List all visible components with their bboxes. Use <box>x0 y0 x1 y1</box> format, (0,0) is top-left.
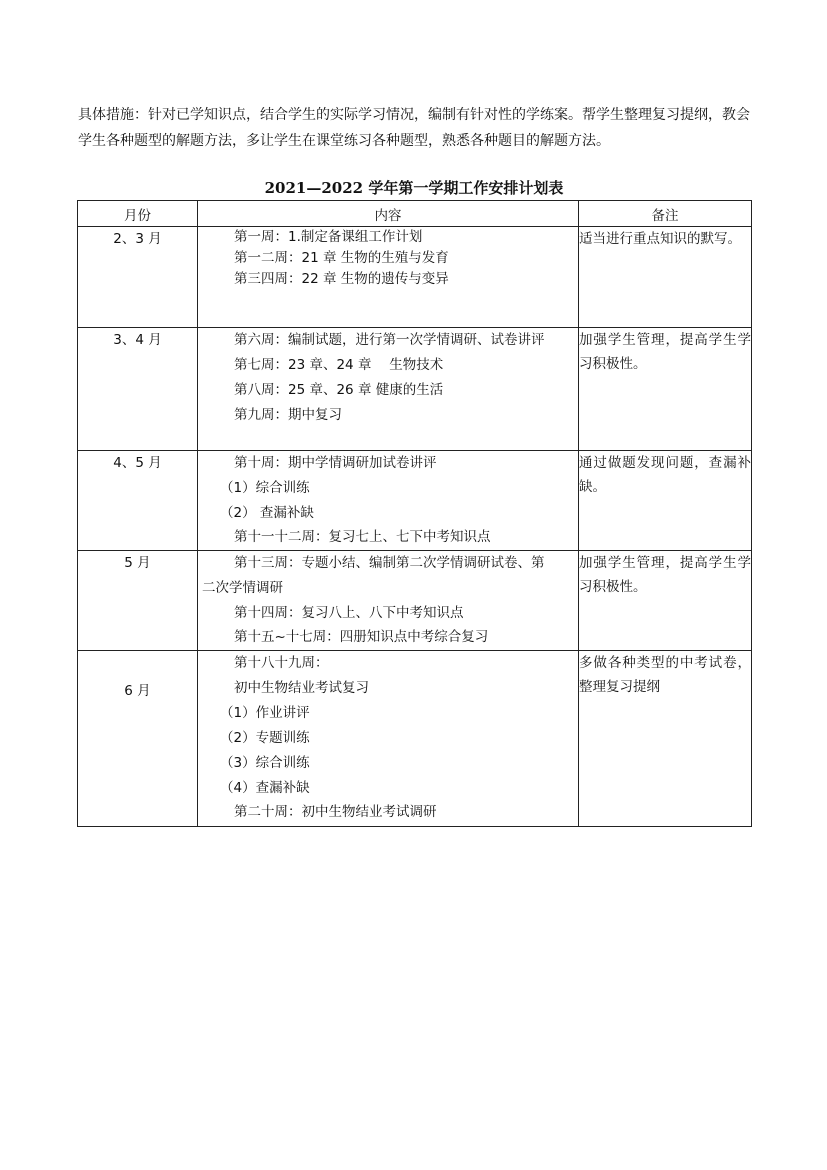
content-line: （2） 查漏补缺 <box>220 505 314 521</box>
month-cell: 2、3 月 <box>78 227 198 328</box>
note-cell: 加强学生管理，提高学生学习积极性。 <box>579 551 752 651</box>
content-line: 第二十周：初中生物结业考试调研 <box>234 804 437 820</box>
content-line: （1）作业讲评 <box>220 705 310 721</box>
table-row <box>78 651 752 827</box>
note-cell: 加强学生管理，提高学生学习积极性。 <box>579 328 752 451</box>
content-line: 第六周：编制试题，进行第一次学情调研、试卷讲评 <box>234 332 545 348</box>
content-line: 第十八十九周： <box>234 655 329 671</box>
content-line: 第十三周：专题小结、编制第二次学情调研试卷、第 <box>234 555 545 571</box>
table-header-row <box>78 201 752 227</box>
content-line: 第八周：25 章、26 章 健康的生活 <box>234 382 444 398</box>
content-line: （3）综合训练 <box>220 755 310 771</box>
schedule-table <box>77 200 752 827</box>
header-month: 月份 <box>78 201 198 227</box>
month-cell: 6 月 <box>78 651 198 827</box>
content-line: 第十周：期中学情调研加试卷讲评 <box>234 455 437 471</box>
content-line: 二次学情调研 <box>202 580 283 596</box>
note-cell: 多做各种类型的中考试卷，整理复习提纲 <box>579 651 752 827</box>
table-title: 2021—2022 学年第一学期工作安排计划表 <box>264 179 564 197</box>
content-cell <box>198 651 579 827</box>
content-cell <box>198 227 579 328</box>
table-row <box>78 328 752 451</box>
content-line: 第一二周：21 章 生物的生殖与发育 <box>234 250 449 266</box>
table-row <box>78 227 752 328</box>
content-line: 第十一十二周：复习七上、七下中考知识点 <box>234 529 491 545</box>
content-line: （2）专题训练 <box>220 730 310 746</box>
content-line: 初中生物结业考试复习 <box>234 680 369 696</box>
header-content: 内容 <box>198 201 579 227</box>
table-row <box>78 551 752 651</box>
content-line: （1）综合训练 <box>220 480 310 496</box>
note-cell: 适当进行重点知识的默写。 <box>579 227 752 328</box>
month-cell: 5 月 <box>78 551 198 651</box>
note-cell: 通过做题发现问题，查漏补缺。 <box>579 451 752 551</box>
intro-paragraph: 具体措施：针对已学知识点，结合学生的实际学习情况，编制有针对性的学练案。帮学生整理复习提纲，教会学生各种题型的解题方法，多让学生在课堂练习各种题型，熟悉各种题目的解题方法。 <box>78 107 750 149</box>
month-cell: 3、4 月 <box>78 328 198 451</box>
content-cell <box>198 451 579 551</box>
table-row <box>78 451 752 551</box>
header-note: 备注 <box>579 201 752 227</box>
content-line: 第十五~十七周：四册知识点中考综合复习 <box>234 629 489 645</box>
content-line: 第一周：1.制定备课组工作计划 <box>234 229 423 245</box>
content-line: 第九周：期中复习 <box>234 407 342 423</box>
content-cell <box>198 328 579 451</box>
content-cell <box>198 551 579 651</box>
content-line: （4）查漏补缺 <box>220 780 310 796</box>
content-line: 第七周：23 章、24 章 生物技术 <box>234 357 444 373</box>
month-cell: 4、5 月 <box>78 451 198 551</box>
content-line: 第十四周：复习八上、八下中考知识点 <box>234 605 464 621</box>
content-line: 第三四周：22 章 生物的遗传与变异 <box>234 271 449 287</box>
